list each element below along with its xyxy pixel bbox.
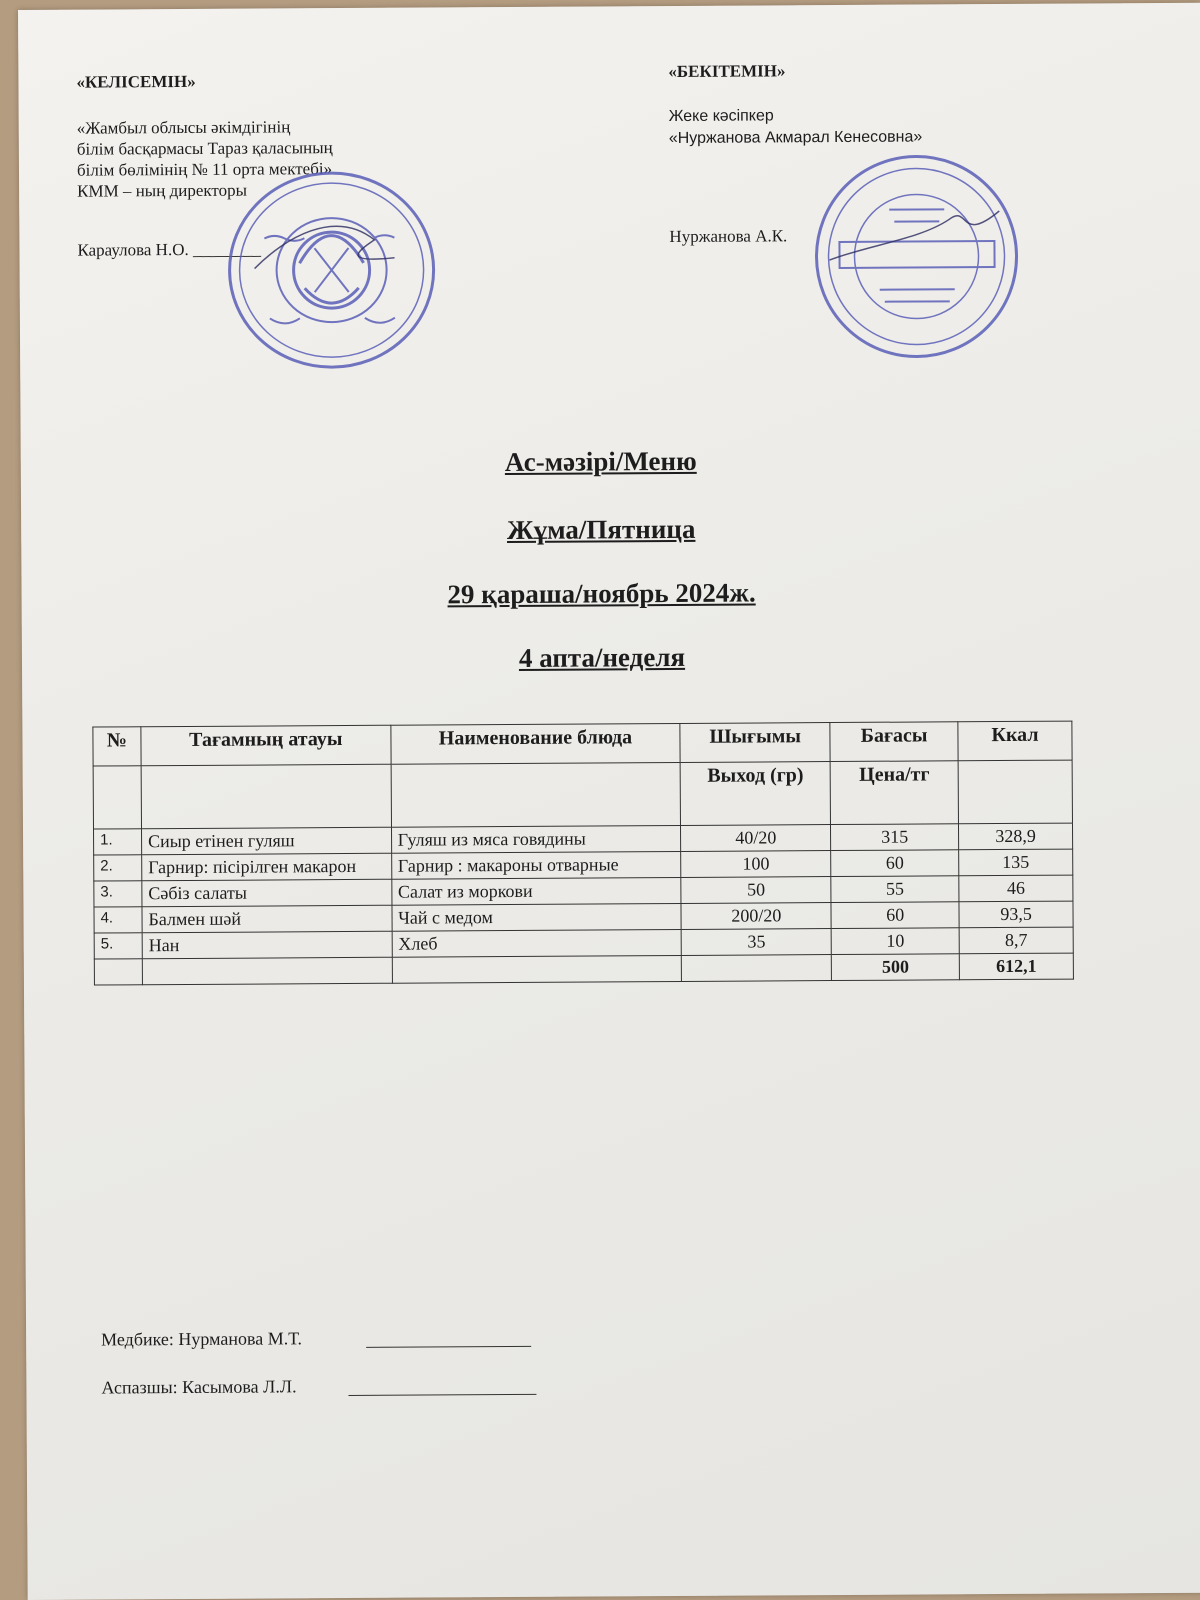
- cook-signature-line: [348, 1394, 536, 1396]
- table-subheader-row: [93, 760, 1072, 829]
- menu-title: Ас-мәзірі/Меню: [504, 445, 697, 478]
- left-line: білім бөлімінің № 11 орта мектебі»: [76, 159, 333, 180]
- dish-kcal: 135: [959, 849, 1073, 876]
- nurse-signature: Медбике: Нурманова М.Т.: [101, 1328, 303, 1350]
- subheader-cell: Цена/тг: [830, 761, 958, 825]
- nurse-signature-line: [366, 1346, 531, 1348]
- day-title: Жұма/Пятница: [506, 513, 696, 546]
- subheader-cell: [141, 764, 391, 829]
- dish-price: 55: [831, 876, 959, 903]
- dish-price: 315: [831, 824, 959, 851]
- dish-kcal: 328,9: [959, 823, 1073, 850]
- header-cell: №: [93, 727, 141, 766]
- right-line: Жеке кәсіпкер: [668, 107, 774, 126]
- right-signatory: Нуржанова А.К.: [669, 226, 788, 247]
- dish-price: 60: [831, 850, 959, 877]
- dish-kcal: 93,5: [959, 901, 1073, 928]
- header-cell: Тағамның атауы: [141, 725, 391, 766]
- dish-price: 10: [831, 928, 959, 955]
- left-line: «Жамбыл облысы әкімдігінің: [76, 117, 291, 138]
- row-number: 4.: [94, 907, 142, 933]
- totals-cell: [142, 957, 392, 985]
- table-header-row: [93, 721, 1072, 766]
- header-cell: Наименование блюда: [391, 723, 681, 764]
- left-signatory: Караулова Н.О. ________: [77, 239, 262, 260]
- cook-signature: Аспазшы: Касымова Л.Л.: [101, 1376, 297, 1398]
- right-heading: «БЕКІТЕМІН»: [668, 61, 786, 82]
- dish-yield: 50: [681, 877, 831, 904]
- dish-kazakh: Сиыр етінен гуляш: [141, 827, 391, 855]
- row-number: 1.: [94, 829, 142, 855]
- week-title: 4 апта/неделя: [518, 641, 686, 673]
- total-kcal: 612,1: [959, 953, 1073, 980]
- dish-russian: Хлеб: [392, 929, 682, 957]
- subheader-cell: [93, 766, 141, 829]
- dish-kcal: 8,7: [959, 927, 1073, 954]
- dish-kazakh: Гарнир: пісірілген макарон: [142, 853, 392, 881]
- school-seal-stamp: [224, 167, 440, 373]
- dish-russian: Салат из моркови: [391, 877, 681, 905]
- totals-cell: [682, 955, 832, 982]
- dish-yield: 100: [681, 851, 831, 878]
- header-cell: Бағасы: [830, 722, 958, 762]
- dish-yield: 35: [681, 929, 831, 956]
- entrepreneur-seal-stamp: [809, 149, 1025, 365]
- dish-kazakh: Балмен шәй: [142, 905, 392, 933]
- row-number: 2.: [94, 855, 142, 881]
- dish-kcal: 46: [959, 875, 1073, 902]
- document-page: [18, 3, 1200, 1600]
- dish-yield: 200/20: [681, 903, 831, 930]
- left-line: КММ – ның директоры: [77, 180, 248, 201]
- dish-russian: Чай с медом: [392, 903, 682, 931]
- left-line: білім басқармасы Тараз қаласының: [76, 138, 333, 159]
- dish-kazakh: Нан: [142, 931, 392, 959]
- row-number: 5.: [94, 933, 142, 959]
- dish-kazakh: Сәбіз салаты: [142, 879, 392, 907]
- dish-yield: 40/20: [681, 825, 831, 852]
- dish-russian: Гуляш из мяса говядины: [391, 825, 681, 853]
- right-org-lines: [669, 104, 923, 150]
- right-line: «Нуржанова Акмарал Кенесовна»: [668, 128, 923, 148]
- row-number: 3.: [94, 881, 142, 907]
- totals-cell: [94, 959, 142, 985]
- subheader-cell: [391, 762, 681, 827]
- subheader-cell: [958, 760, 1072, 824]
- dish-price: 60: [831, 902, 959, 929]
- total-price: 500: [831, 954, 959, 981]
- table-totals-row: [94, 953, 1073, 985]
- subheader-cell: Выход (гр): [680, 762, 830, 826]
- header-cell: Шығымы: [680, 723, 830, 763]
- left-heading: «КЕЛІСЕМІН»: [76, 71, 196, 92]
- date-title: 29 қараша/ноябрь 2024ж.: [447, 577, 756, 610]
- header-cell: Ккал: [958, 721, 1072, 761]
- dish-russian: Гарнир : макароны отварные: [391, 851, 681, 879]
- menu-table: [92, 721, 1074, 986]
- totals-cell: [392, 955, 682, 983]
